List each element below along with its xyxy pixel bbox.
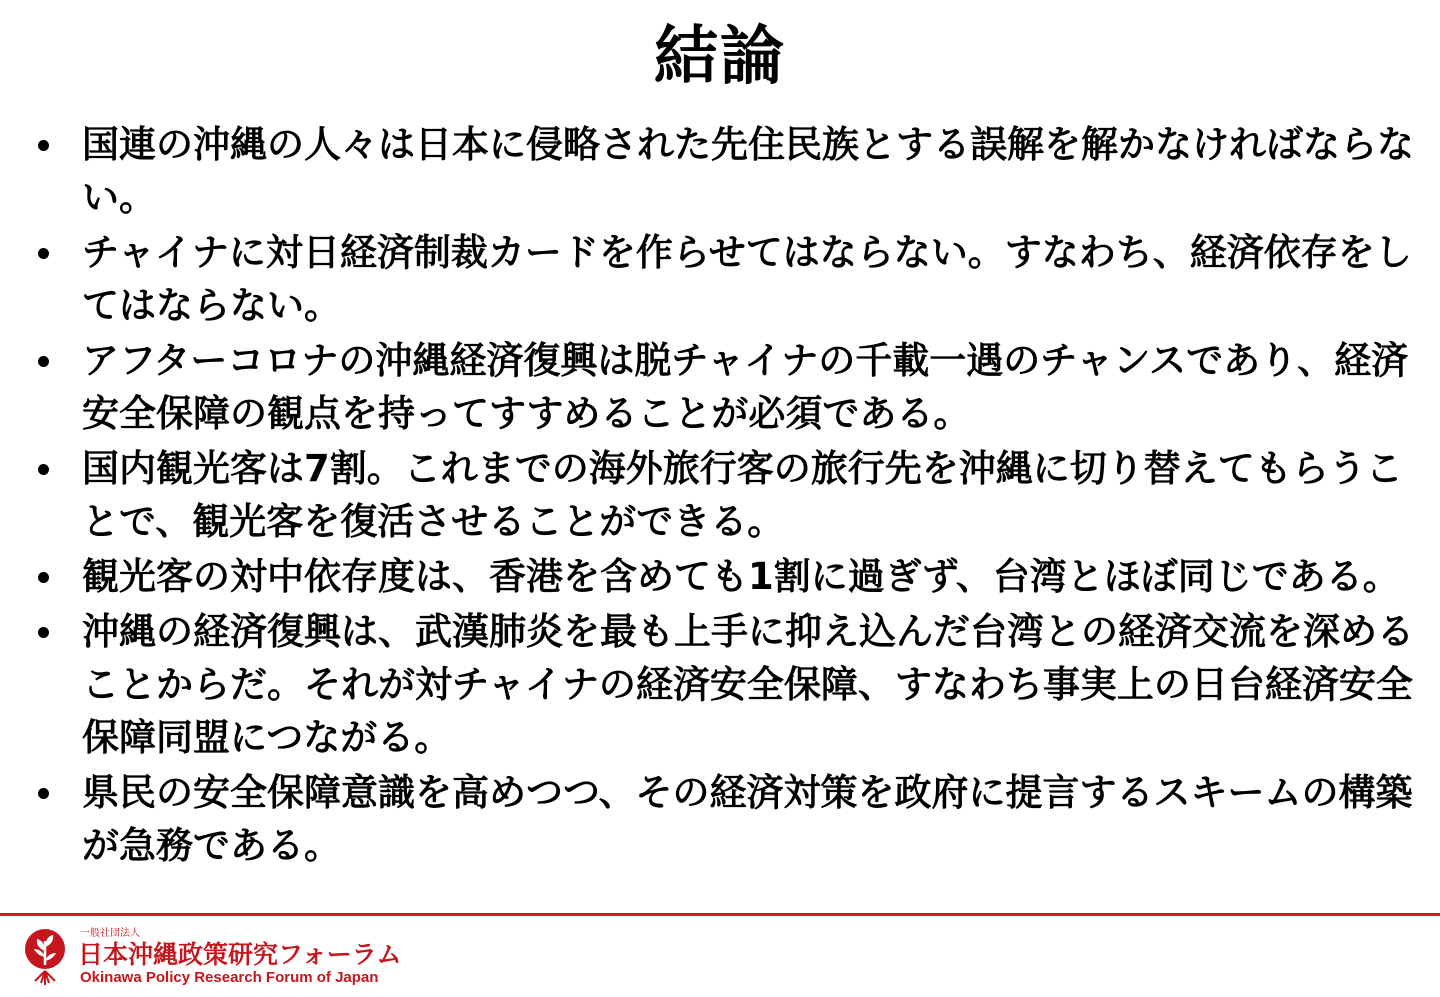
bullet-item bbox=[34, 442, 1414, 548]
bullet-item bbox=[34, 226, 1414, 332]
org-type-label: 一般社団法人 bbox=[80, 928, 140, 939]
bullet-dot-icon bbox=[38, 140, 49, 151]
bullet-item bbox=[34, 605, 1414, 764]
bullet-text: 県民の安全保障意識を高めつつ、その経済対策を政府に提言するスキームの構築が急務である。 bbox=[82, 771, 1413, 867]
bullet-text: アフターコロナの沖縄経済復興は脱チャイナの千載一遇のチャンスであり、経済安全保障の観点を持ってすすめることが必須である。 bbox=[82, 339, 1409, 435]
bullet-dot-icon bbox=[38, 356, 49, 367]
bullet-item bbox=[34, 766, 1414, 872]
bullet-text: 観光客の対中依存度は、香港を含めても1割に過ぎず、台湾とほぼ同じである。 bbox=[82, 555, 1400, 598]
bullet-dot-icon bbox=[38, 464, 49, 475]
org-name-english: Okinawa Policy Research Forum of Japan bbox=[80, 969, 379, 986]
bullet-dot-icon bbox=[38, 788, 49, 799]
conclusion-bullet-list bbox=[34, 118, 1414, 874]
org-name-japanese: 日本沖縄政策研究フォーラム bbox=[78, 940, 402, 969]
bullet-text: 国連の沖縄の人々は日本に侵略された先住民族とする誤解を解かなければならない。 bbox=[82, 123, 1414, 219]
bullet-item bbox=[34, 334, 1414, 440]
bullet-text: 国内観光客は7割。これまでの海外旅行客の旅行先を沖縄に切り替えてもらうことで、観光客を復活させることができる。 bbox=[82, 447, 1403, 543]
bullet-item bbox=[34, 550, 1414, 603]
bullet-dot-icon bbox=[38, 572, 49, 583]
footer-divider bbox=[0, 913, 1440, 916]
bullet-dot-icon bbox=[38, 248, 49, 259]
bullet-text: 沖縄の経済復興は、武漢肺炎を最も上手に抑え込んだ台湾との経済交流を深めることからだ。それが対チャイナの経済安全保障、すなわち事実上の日台経済安全保障同盟につながる。 bbox=[82, 610, 1414, 759]
organization-logo-icon bbox=[20, 927, 70, 987]
slide-title: 結論 bbox=[654, 20, 786, 94]
bullet-text: チャイナに対日経済制裁カードを作らせてはならない。すなわち、経済依存をしてはならない。 bbox=[82, 231, 1412, 327]
bullet-item bbox=[34, 118, 1414, 224]
bullet-dot-icon bbox=[38, 627, 49, 638]
